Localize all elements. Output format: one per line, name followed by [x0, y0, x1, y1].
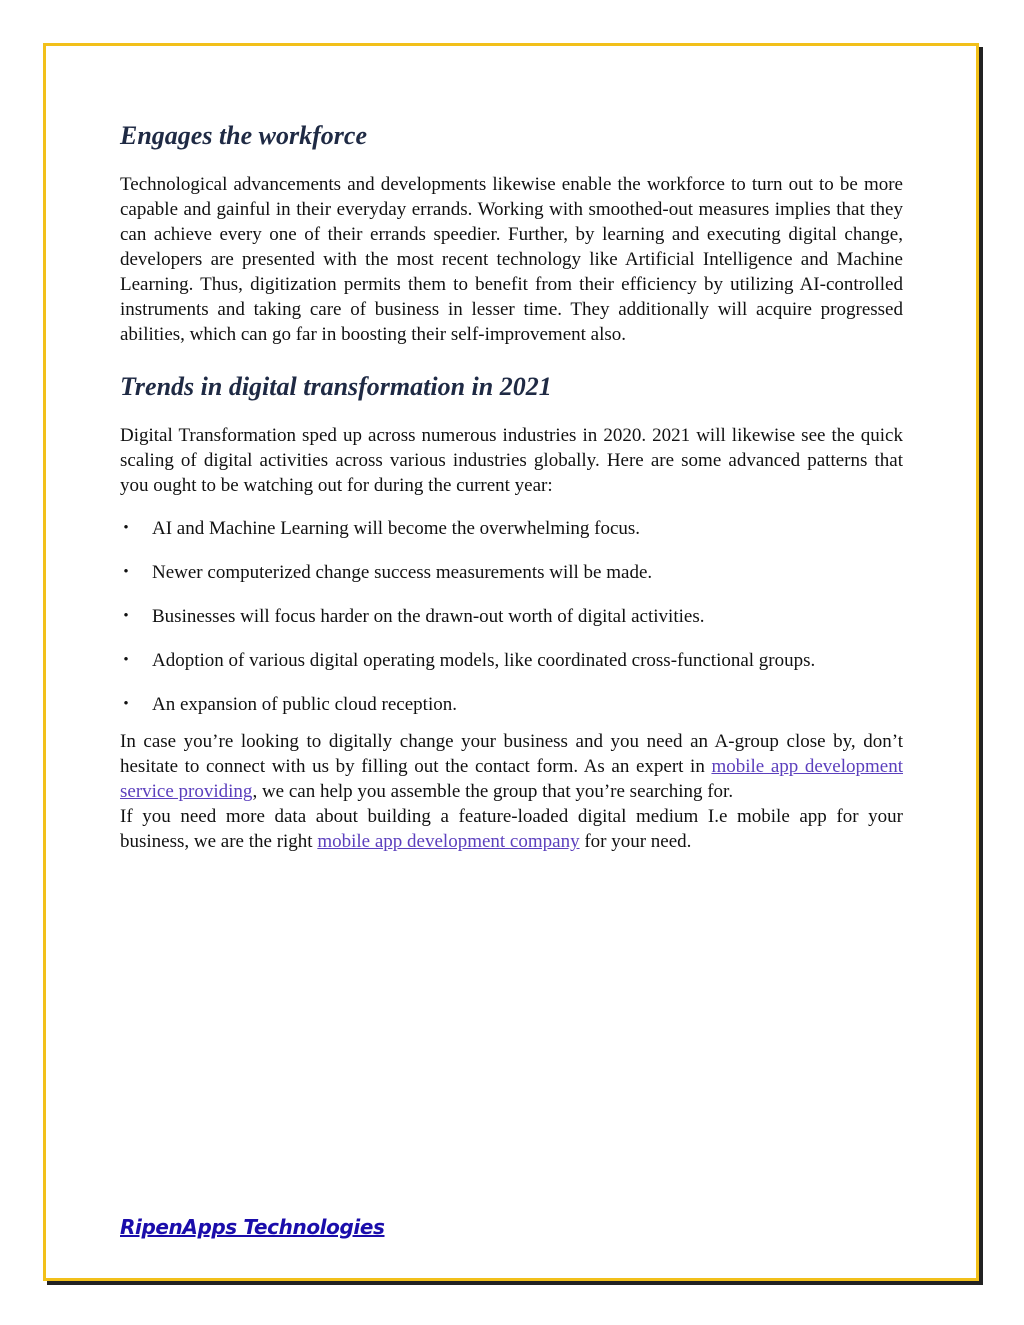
bullet-icon: •	[123, 564, 129, 580]
bullet-icon: •	[123, 520, 129, 536]
trends-list	[120, 516, 903, 717]
closing-text-4: for your need.	[579, 831, 692, 852]
list-item	[120, 604, 903, 629]
section-heading-trends: Trends in digital transformation in 2021	[120, 372, 552, 401]
service-providing-link[interactable]: mobile app development service providing	[120, 756, 903, 802]
list-item-text: Newer computerized change success measurements will be made.	[152, 562, 653, 583]
closing-text-1: In case you’re looking to digitally change your business and you need an A-group close by, don’t hesitate to connect with us by filling out the contact form. As an expert in	[120, 731, 903, 777]
closing-text-2: , we can help you assemble the group that you’re searching for.	[252, 781, 734, 802]
list-item	[120, 692, 903, 717]
closing-text-3: If you need more data about building a feature-loaded digital medium I.e mobile app for your business, we are the right	[120, 806, 903, 852]
section-paragraph-workforce: Technological advancements and developments likewise enable the workforce to turn out to be more capable and gainful in their everyday errands. Working with smoothed-out measures implies that they can achieve every one of their errands speedier. Further, by learning and executing digital change, developers are presented with the most recent technology like Artificial Intelligence and Machine Learning. Thus, digitization permits them to benefit from their efficiency by utilizing AI-controlled instruments and taking care of business in lesser time. They additionally will acquire progressed abilities, which can go far in boosting their self-improvement also.	[120, 174, 903, 345]
list-item	[120, 648, 903, 673]
list-item-text: An expansion of public cloud reception.	[152, 694, 457, 715]
bullet-icon: •	[123, 652, 129, 668]
company-link[interactable]: mobile app development company	[317, 831, 580, 852]
document-body	[120, 118, 903, 854]
section-paragraph-trends: Digital Transformation sped up across numerous industries in 2020. 2021 will likewise see the quick scaling of digital activities across various industries globally. Here are some advanced patterns that you ought to be watching out for during the current year:	[120, 425, 903, 496]
list-item-text: AI and Machine Learning will become the overwhelming focus.	[152, 518, 641, 539]
list-item	[120, 560, 903, 585]
bullet-icon: •	[123, 608, 129, 624]
section-heading-workforce: Engages the workforce	[120, 121, 367, 150]
closing-paragraph-company	[120, 804, 903, 854]
list-item	[120, 516, 903, 541]
footer-brand-link[interactable]: RipenApps Technologies	[120, 1215, 385, 1239]
list-item-text: Adoption of various digital operating models, like coordinated cross-functional groups.	[152, 650, 816, 671]
closing-paragraph-contact	[120, 729, 903, 804]
bullet-icon: •	[123, 696, 129, 712]
list-item-text: Businesses will focus harder on the drawn-out worth of digital activities.	[152, 606, 705, 627]
